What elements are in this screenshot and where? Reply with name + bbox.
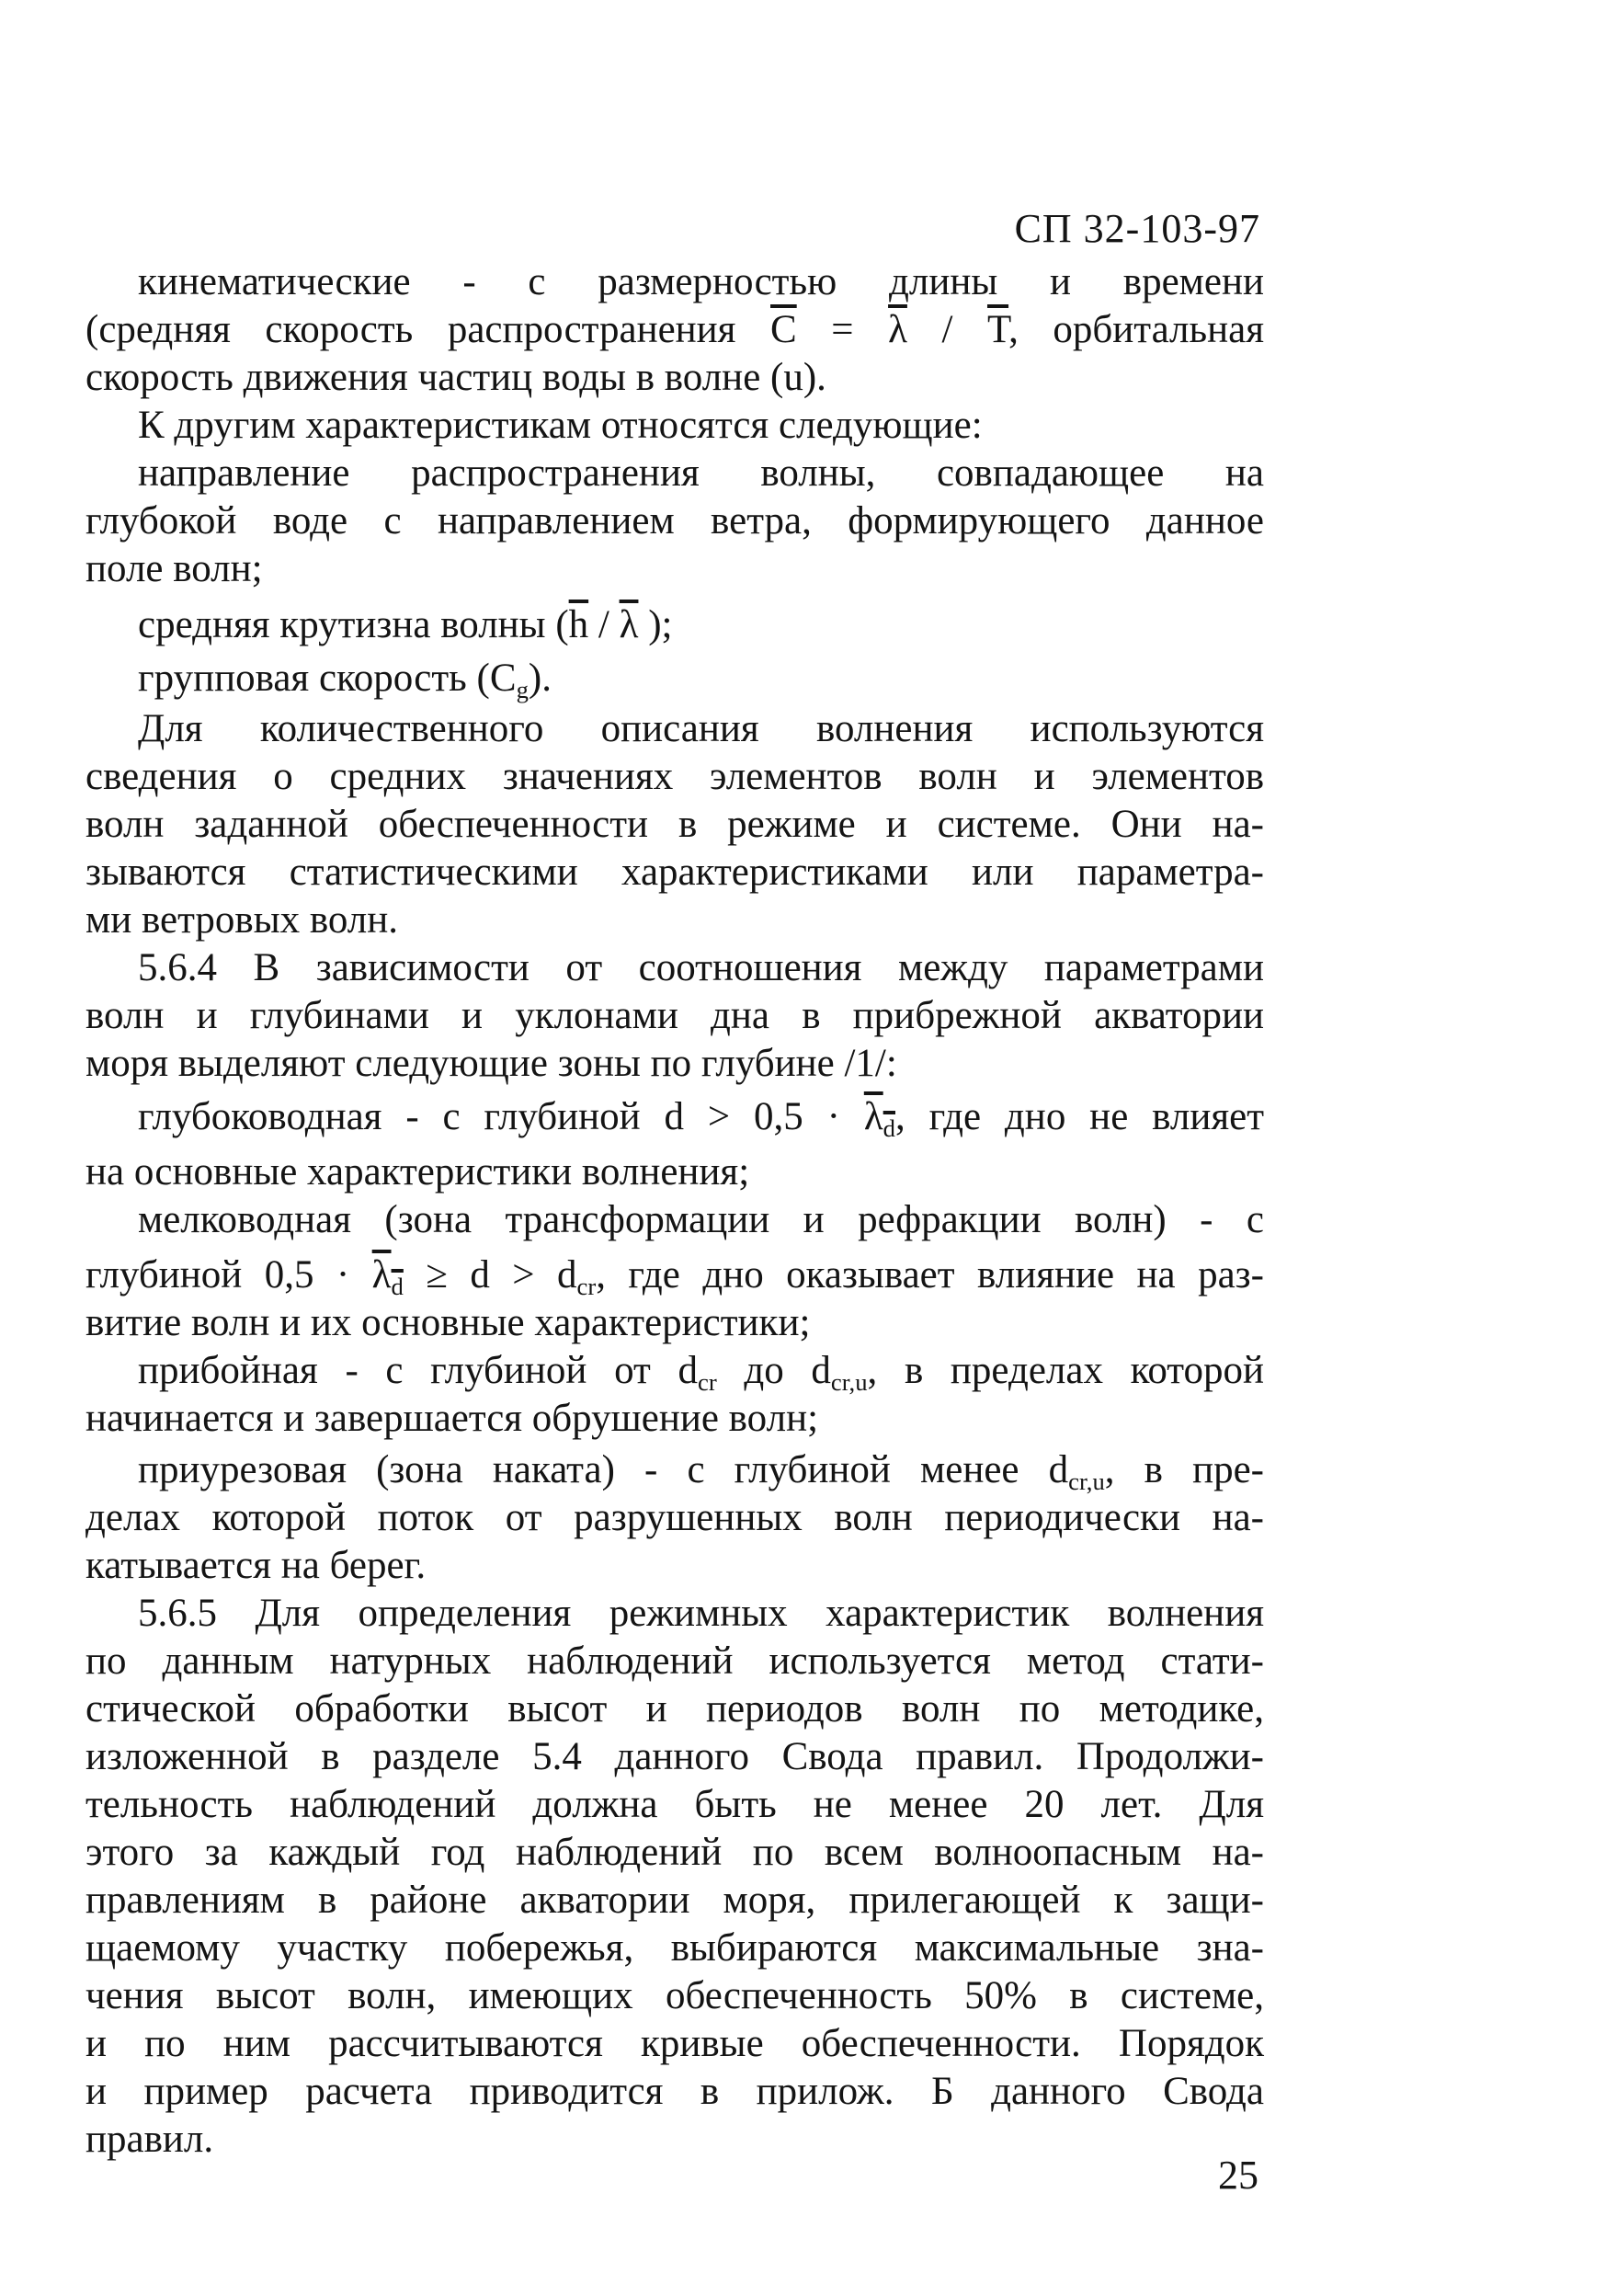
text-line: поле волн; — [85, 547, 263, 590]
formula-dcru: $d_{cr,u}$ — [811, 1349, 868, 1396]
text-line: на основные характеристики волнения; — [85, 1150, 750, 1194]
formula-dcru: $d_{cr,u}$ — [1048, 1448, 1105, 1495]
text-line: моря выделяют следующие зоны по глубине /1/: — [85, 1042, 897, 1085]
text-line: тельность наблюдений должна быть не менее 20 лет. Для — [85, 1783, 1264, 1826]
formula-group-speed: $C_g$ — [489, 657, 529, 703]
text-line: средняя крутизна волны ($\overline{h} / \overline{\lambda}$ ); — [138, 603, 673, 646]
text-line: 5.6.5 Для определения режимных характеристик волнения — [138, 1592, 1264, 1635]
formula-steepness: $\overline{h}$ — [568, 603, 589, 646]
text-line: глубокой воде с направлением ветра, формирующего данное — [85, 499, 1264, 543]
page-number: 25 — [1218, 2153, 1258, 2198]
text-line: К другим характеристикам относятся следующие: — [138, 404, 983, 447]
text-line: направление распространения волны, совпадающее на — [138, 451, 1264, 495]
formula-mean-speed: $\overline{C}$ — [770, 308, 797, 351]
text-line: сведения о средних значениях элементов волн и элементов — [85, 755, 1264, 798]
text-line: волн и глубинами и уклонами дна в прибрежной акватории — [85, 994, 1264, 1037]
text-line: зываются статистическими характеристиками или параметра- — [85, 851, 1264, 894]
text-line: глубоководная - с глубиной $d > 0,5 \cdot \lambda_d$, где дно не влияет — [138, 1095, 1264, 1142]
text-line: изложенной в разделе 5.4 данного Свода правил. Продолжи- — [85, 1735, 1264, 1778]
text-line: приурезовая (зона наката) - с глубиной менее $d_{cr,u}$, в пре- — [138, 1448, 1264, 1495]
text-line: глубиной $0,5 \cdot \lambda_d \ge d > d_{cr}$, где дно оказывает влияние на раз- — [85, 1253, 1264, 1300]
text-line: скорость движения частиц воды в волне (u). — [85, 356, 826, 399]
text-line: начинается и завершается обрушение волн; — [85, 1397, 819, 1440]
text-line: 5.6.4 В зависимости от соотношения между параметрами — [138, 946, 1264, 989]
text-line: чения высот волн, имеющих обеспеченность 50% в системе, — [85, 1974, 1264, 2017]
text-line: ми ветровых волн. — [85, 898, 399, 942]
text-line: групповая скорость $(C_g)$. — [138, 657, 552, 703]
text-line: волн заданной обеспеченности в режиме и системе. Они на- — [85, 803, 1264, 846]
text-line: мелководная (зона трансформации и рефракции волн) - с — [138, 1198, 1264, 1241]
text-line: делах которой поток от разрушенных волн периодически на- — [85, 1496, 1264, 1539]
text-line: Для количественного описания волнения используются — [138, 707, 1264, 750]
text-line: катывается на берег. — [85, 1544, 427, 1587]
text-line: правлениям в районе акватории моря, прилегающей к защи- — [85, 1879, 1264, 1922]
formula-dcr: $d_{cr}$ — [678, 1349, 717, 1396]
document-code: СП 32-103-97 — [1014, 206, 1260, 251]
text-line: щаемому участку побережья, выбираются максимальные зна- — [85, 1926, 1264, 1970]
text-line: (средняя скорость распространения $\overline{C} = \overline{\lambda} / \overline{T}$, орбитальная — [85, 308, 1264, 351]
formula-dcr: $d_{cr}$ — [557, 1253, 597, 1300]
text-line: витие волн и их основные характеристики; — [85, 1301, 811, 1344]
text-line: прибойная - с глубиной от $d_{cr}$ до $d_{cr,u}$, в пределах которой — [138, 1349, 1264, 1396]
formula-lambda-d: $\lambda_d$ — [863, 1095, 895, 1142]
text-line: правил. — [85, 2118, 214, 2161]
text-line: и пример расчета приводится в прилож. Б данного Свода — [85, 2070, 1264, 2113]
text-line: по данным натурных наблюдений используется метод стати- — [85, 1639, 1264, 1683]
text-line: кинематические - с размерностью длины и времени — [138, 260, 1264, 303]
text-line: этого за каждый год наблюдений по всем волноопасным на- — [85, 1831, 1264, 1874]
text-line: и по ним рассчитываются кривые обеспеченности. Порядок — [85, 2022, 1264, 2065]
text-line: стической обработки высот и периодов волн по методике, — [85, 1687, 1264, 1731]
formula-lambda-d: $\lambda_d$ — [371, 1253, 404, 1300]
